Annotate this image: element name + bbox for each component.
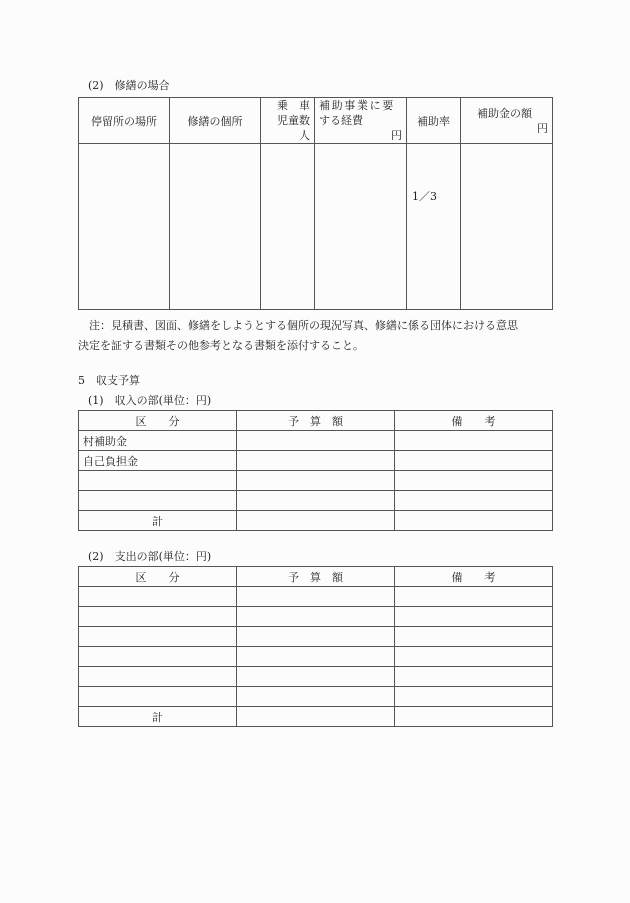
cell-project-cost[interactable] xyxy=(315,144,407,310)
header-children-line1: 乗 車 xyxy=(277,99,310,112)
expense-row xyxy=(79,627,553,647)
expense-category[interactable] xyxy=(79,647,237,667)
note-line-2: 決定を証する書類その他参考となる書類を添付すること。 xyxy=(78,339,364,352)
expense-row xyxy=(79,607,553,627)
expense-category[interactable] xyxy=(79,687,237,707)
expense-remarks[interactable] xyxy=(395,607,553,627)
income-remarks[interactable] xyxy=(395,491,553,511)
cell-repair-part[interactable] xyxy=(170,144,261,310)
expense-header-category: 区 分 xyxy=(79,567,237,587)
income-budget-amount[interactable] xyxy=(237,431,395,451)
expense-row xyxy=(79,587,553,607)
income-budget-amount[interactable] xyxy=(237,451,395,471)
expense-remarks[interactable] xyxy=(395,667,553,687)
expense-row xyxy=(79,667,553,687)
income-total-remarks[interactable] xyxy=(395,511,553,531)
attachment-note xyxy=(78,316,558,356)
income-remarks[interactable] xyxy=(395,451,553,471)
income-row xyxy=(79,491,553,511)
income-heading: (1) 収入の部(単位：円) xyxy=(88,394,212,407)
income-category: 自己負担金 xyxy=(79,451,237,471)
expense-budget-amount[interactable] xyxy=(237,627,395,647)
income-budget-amount[interactable] xyxy=(237,491,395,511)
income-header-row xyxy=(79,411,553,431)
repair-section-heading: (2) 修繕の場合 xyxy=(88,79,170,92)
header-cost-line1: 補助事業に要 xyxy=(319,99,395,112)
income-header-budget: 予 算 額 xyxy=(237,411,395,431)
expense-category[interactable] xyxy=(79,587,237,607)
cell-subsidy-rate xyxy=(407,144,461,310)
income-remarks[interactable] xyxy=(395,471,553,491)
expense-total-amount[interactable] xyxy=(237,707,395,727)
income-category: 村補助金 xyxy=(79,431,237,451)
expense-row xyxy=(79,647,553,667)
expense-total-remarks[interactable] xyxy=(395,707,553,727)
header-cost-unit: 円 xyxy=(391,129,402,142)
expense-budget-amount[interactable] xyxy=(237,667,395,687)
repair-table-row xyxy=(79,144,553,310)
cell-location[interactable] xyxy=(79,144,170,310)
income-total-amount[interactable] xyxy=(237,511,395,531)
expense-remarks[interactable] xyxy=(395,687,553,707)
expense-category[interactable] xyxy=(79,667,237,687)
repair-table xyxy=(78,97,553,310)
expense-table xyxy=(78,566,553,727)
header-children-unit: 人 xyxy=(299,129,310,142)
expense-category[interactable] xyxy=(79,627,237,647)
income-row xyxy=(79,451,553,471)
expense-category[interactable] xyxy=(79,607,237,627)
budget-section-heading: 5 収支予算 xyxy=(78,374,140,387)
repair-table-header-row xyxy=(79,98,553,144)
expense-budget-amount[interactable] xyxy=(237,687,395,707)
header-children-count xyxy=(261,98,315,144)
expense-remarks[interactable] xyxy=(395,647,553,667)
income-table xyxy=(78,410,553,531)
cell-children-count[interactable] xyxy=(261,144,315,310)
expense-header-remarks: 備 考 xyxy=(395,567,553,587)
header-amount-line1: 補助金の額 xyxy=(477,106,532,120)
header-subsidy-rate: 補助率 xyxy=(407,98,461,144)
income-remarks[interactable] xyxy=(395,431,553,451)
income-row xyxy=(79,471,553,491)
expense-row xyxy=(79,687,553,707)
expense-total-label: 計 xyxy=(79,707,237,727)
header-project-cost xyxy=(315,98,407,144)
header-repair-part: 修繕の個所 xyxy=(170,98,261,144)
header-subsidy-amount xyxy=(461,98,553,144)
expense-budget-amount[interactable] xyxy=(237,607,395,627)
expense-remarks[interactable] xyxy=(395,627,553,647)
income-row xyxy=(79,431,553,451)
header-cost-line2: する経費 xyxy=(319,114,363,127)
income-category[interactable] xyxy=(79,491,237,511)
expense-budget-amount[interactable] xyxy=(237,587,395,607)
income-category[interactable] xyxy=(79,471,237,491)
expense-total-row xyxy=(79,707,553,727)
income-header-category: 区 分 xyxy=(79,411,237,431)
income-header-remarks: 備 考 xyxy=(395,411,553,431)
expense-heading: (2) 支出の部(単位：円) xyxy=(88,550,212,563)
expense-budget-amount[interactable] xyxy=(237,647,395,667)
income-total-row xyxy=(79,511,553,531)
cell-subsidy-amount[interactable] xyxy=(461,144,553,310)
expense-header-row xyxy=(79,567,553,587)
note-line-1: 注：見積書、図面、修繕をしようとする個所の現況写真、修繕に係る団体における意思 xyxy=(78,319,518,332)
header-children-line2: 児童数 xyxy=(277,114,310,127)
income-budget-amount[interactable] xyxy=(237,471,395,491)
expense-remarks[interactable] xyxy=(395,587,553,607)
expense-header-budget: 予 算 額 xyxy=(237,567,395,587)
income-total-label: 計 xyxy=(79,511,237,531)
subsidy-rate-value: 1／3 xyxy=(412,190,437,203)
header-location: 停留所の場所 xyxy=(79,98,170,144)
header-amount-unit: 円 xyxy=(537,121,548,135)
